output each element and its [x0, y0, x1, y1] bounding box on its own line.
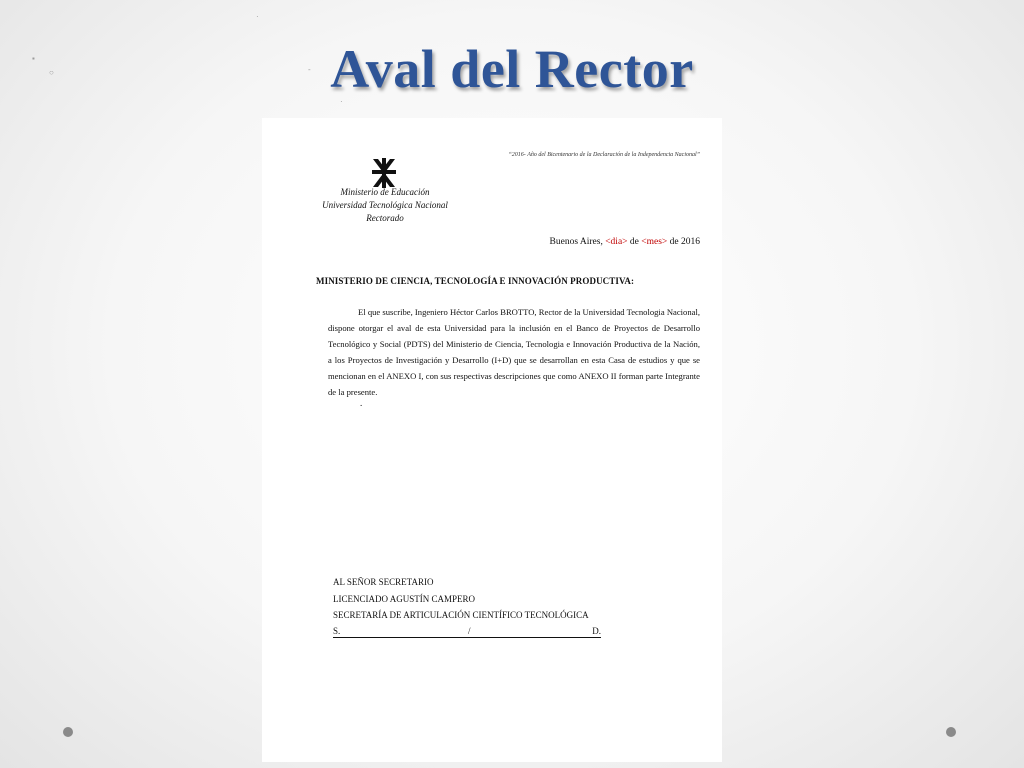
decor-dot: [63, 727, 73, 737]
stray-mark: .: [360, 398, 363, 408]
decor-speck: ·: [340, 97, 343, 106]
addressee-line: AL SEÑOR SECRETARIO: [333, 577, 434, 587]
date-line: [550, 237, 700, 247]
month-placeholder: <mes>: [641, 237, 668, 247]
sd-slash: /: [468, 626, 471, 636]
date-year: 2016: [681, 237, 700, 247]
addressee-line: LICENCIADO AGUSTÍN CAMPERO: [333, 593, 476, 604]
rectorado-line: Rectorado: [366, 213, 404, 223]
date-prefix: Buenos Aires,: [549, 237, 603, 247]
utn-logo-icon: [370, 158, 398, 188]
decor-speck: ○: [49, 68, 54, 77]
sd-s: S.: [333, 626, 341, 636]
decor-speck: ·: [256, 12, 259, 21]
addressee-line: SECRETARÍA DE ARTICULACIÓN CIENTÍFICO TECNOLÓGICA: [333, 610, 589, 620]
sd-line: [333, 625, 601, 638]
document-motto: “2016- Año del Bicentenario de la Declaración de la Independencia Nacional”: [508, 152, 700, 158]
decor-dot: [946, 727, 956, 737]
addressee-block: [333, 574, 603, 624]
decor-speck: -: [308, 65, 311, 74]
day-placeholder: <dia>: [605, 237, 628, 247]
scanned-document: [262, 118, 722, 762]
decor-speck: ▪: [32, 54, 35, 63]
ministry-line: Ministerio de Educación: [340, 187, 430, 197]
ministry-block: [302, 186, 468, 225]
body-paragraph: El que suscribe, Ingeniero Héctor Carlos BROTTO, Rector de la Universidad Tecnologia Nacional, dispone otorgar el aval de esta Universidad para la inclusión en el Banco de Proyectos de Desarrollo Tecnológico y Social (PDTS) del Ministerio de Ciencia, Tecnologia e Innovación Productiva de la Nación, a los Proyectos de Investigación y Desarrollo (I+D) que se desarrollan en esta Casa de estudios y que se mencionan en el ANEXO I, con sus respectivas descripciones que como ANEXO II forman parte Integrante de la presente.: [328, 307, 700, 397]
date-of: de: [629, 237, 639, 247]
university-line: Universidad Tecnológica Nacional: [322, 200, 448, 210]
slide-title: Aval del Rector: [330, 39, 694, 99]
recipient-heading: MINISTERIO DE CIENCIA, TECNOLOGÍA E INNOVACIÓN PRODUCTIVA:: [316, 276, 635, 286]
date-of: de: [669, 237, 679, 247]
sd-d: D.: [592, 626, 601, 636]
